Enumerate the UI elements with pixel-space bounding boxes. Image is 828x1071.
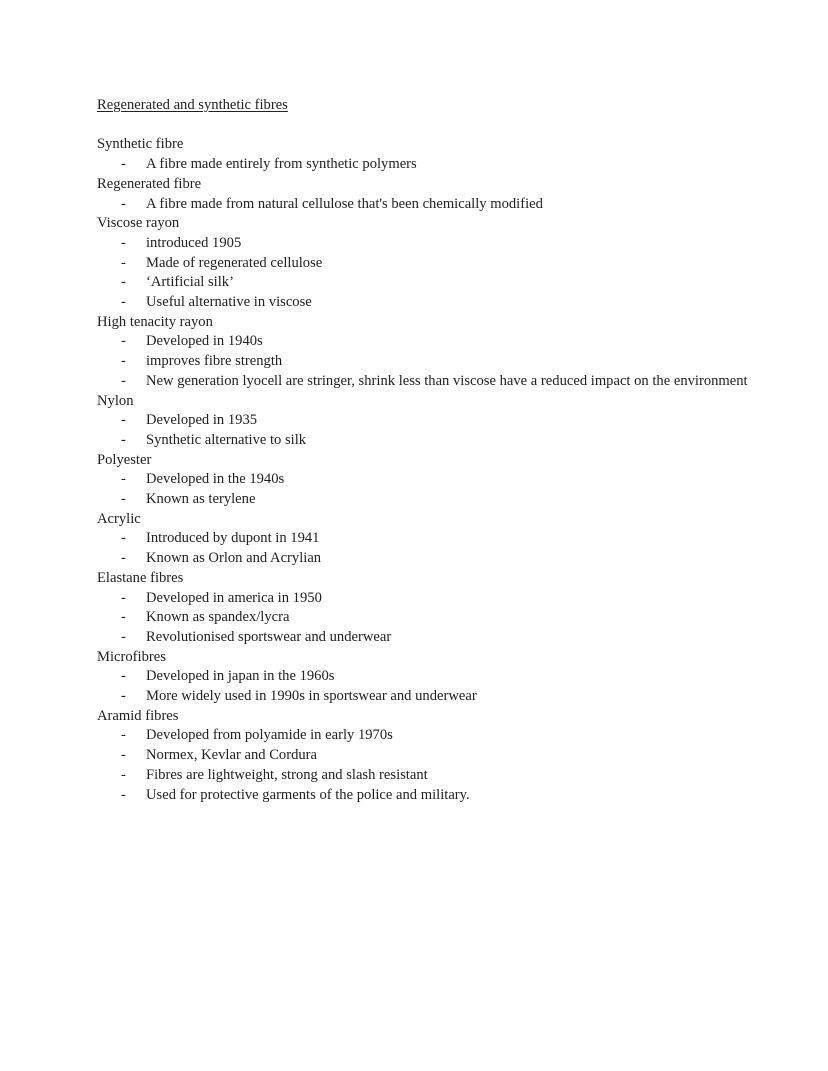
bullet-item xyxy=(97,608,757,628)
bullet-list xyxy=(97,726,757,805)
bullet-text: Known as Orlon and Acrylian xyxy=(146,550,322,567)
section-microfibres xyxy=(97,648,757,707)
bullet-list xyxy=(97,155,757,175)
bullet-item xyxy=(97,411,757,431)
section-synthetic-fibre xyxy=(97,135,757,174)
bullet-item xyxy=(97,332,757,352)
dash-bullet-icon: - xyxy=(121,234,126,251)
bullet-list xyxy=(97,195,757,215)
bullet-text: improves fibre strength xyxy=(146,353,283,370)
bullet-list xyxy=(97,234,757,313)
dash-bullet-icon: - xyxy=(121,530,126,547)
section-acrylic xyxy=(97,510,757,569)
bullet-item xyxy=(97,667,757,687)
dash-bullet-icon: - xyxy=(121,274,126,291)
dash-bullet-icon: - xyxy=(121,195,126,212)
bullet-item xyxy=(97,766,757,786)
bullet-text: A fibre made entirely from synthetic polymers xyxy=(146,156,417,173)
dash-bullet-icon: - xyxy=(121,747,126,764)
section-polyester xyxy=(97,451,757,510)
bullet-item xyxy=(97,234,757,254)
bullet-text: Made of regenerated cellulose xyxy=(146,254,323,271)
section-heading: Microfibres xyxy=(97,648,166,665)
bullet-item xyxy=(97,293,757,313)
dash-bullet-icon: - xyxy=(121,294,126,311)
section-heading: High tenacity rayon xyxy=(97,313,213,330)
bullet-text: More widely used in 1990s in sportswear and underwear xyxy=(146,688,477,705)
bullet-list xyxy=(97,470,757,509)
dash-bullet-icon: - xyxy=(121,372,126,389)
dash-bullet-icon: - xyxy=(121,550,126,567)
dash-bullet-icon: - xyxy=(121,412,126,429)
bullet-list xyxy=(97,411,757,450)
bullet-text: Normex, Kevlar and Cordura xyxy=(146,747,318,764)
bullet-item xyxy=(97,431,757,451)
dash-bullet-icon: - xyxy=(121,727,126,744)
dash-bullet-icon: - xyxy=(121,333,126,350)
bullet-text: Revolutionised sportswear and underwear xyxy=(146,628,392,645)
section-heading: Nylon xyxy=(97,392,134,409)
section-heading: Elastane fibres xyxy=(97,569,184,586)
section-heading: Polyester xyxy=(97,451,152,468)
section-heading: Aramid fibres xyxy=(97,707,179,724)
bullet-item xyxy=(97,254,757,274)
bullet-list xyxy=(97,332,757,391)
bullet-text: New generation lyocell are stringer, shrink less than viscose have a reduced impact on the environment xyxy=(146,372,748,389)
dash-bullet-icon: - xyxy=(121,766,126,783)
bullet-list xyxy=(97,667,757,706)
document-title: Regenerated and synthetic fibres xyxy=(97,97,288,113)
dash-bullet-icon: - xyxy=(121,589,126,606)
section-regenerated-fibre xyxy=(97,175,757,214)
bullet-item xyxy=(97,195,757,215)
bullet-text: Synthetic alternative to silk xyxy=(146,431,307,448)
bullet-item xyxy=(97,786,757,806)
bullet-item xyxy=(97,490,757,510)
section-heading: Acrylic xyxy=(97,510,141,527)
dash-bullet-icon: - xyxy=(121,431,126,448)
bullet-text: Developed in 1940s xyxy=(146,333,263,350)
bullet-item xyxy=(97,352,757,372)
bullet-text: Known as terylene xyxy=(146,491,256,508)
bullet-item xyxy=(97,589,757,609)
section-nylon xyxy=(97,392,757,451)
bullet-text: Developed from polyamide in early 1970s xyxy=(146,727,393,744)
bullet-item xyxy=(97,529,757,549)
section-high-tenacity-rayon xyxy=(97,313,757,392)
bullet-text: ‘Artificial silk’ xyxy=(146,274,234,291)
dash-bullet-icon: - xyxy=(121,471,126,488)
bullet-text: Introduced by dupont in 1941 xyxy=(146,530,320,547)
bullet-text: Known as spandex/lycra xyxy=(146,609,290,626)
section-elastane-fibres xyxy=(97,569,757,648)
bullet-item xyxy=(97,273,757,293)
bullet-item xyxy=(97,746,757,766)
section-aramid-fibres xyxy=(97,707,757,806)
bullet-item xyxy=(97,470,757,490)
bullet-text: Used for protective garments of the police and military. xyxy=(146,786,470,803)
bullet-text: Developed in 1935 xyxy=(146,412,258,429)
dash-bullet-icon: - xyxy=(121,668,126,685)
bullet-item xyxy=(97,628,757,648)
section-heading: Viscose rayon xyxy=(97,215,180,232)
dash-bullet-icon: - xyxy=(121,628,126,645)
dash-bullet-icon: - xyxy=(121,491,126,508)
dash-bullet-icon: - xyxy=(121,609,126,626)
bullet-text: Fibres are lightweight, strong and slash resistant xyxy=(146,766,428,783)
bullet-item xyxy=(97,155,757,175)
bullet-list xyxy=(97,529,757,568)
dash-bullet-icon: - xyxy=(121,688,126,705)
bullet-list xyxy=(97,589,757,648)
dash-bullet-icon: - xyxy=(121,254,126,271)
bullet-text: Developed in the 1940s xyxy=(146,471,285,488)
bullet-text: A fibre made from natural cellulose that's been chemically modified xyxy=(146,195,543,212)
document-page xyxy=(97,96,757,805)
dash-bullet-icon: - xyxy=(121,156,126,173)
section-viscose-rayon xyxy=(97,214,757,313)
bullet-item xyxy=(97,687,757,707)
dash-bullet-icon: - xyxy=(121,786,126,803)
section-heading: Synthetic fibre xyxy=(97,136,184,153)
section-heading: Regenerated fibre xyxy=(97,175,202,192)
bullet-item xyxy=(97,726,757,746)
bullet-text: Useful alternative in viscose xyxy=(146,294,312,311)
bullet-text: Developed in japan in the 1960s xyxy=(146,668,335,685)
bullet-item xyxy=(97,549,757,569)
dash-bullet-icon: - xyxy=(121,353,126,370)
bullet-item xyxy=(97,372,757,392)
bullet-text: introduced 1905 xyxy=(146,234,242,251)
bullet-text: Developed in america in 1950 xyxy=(146,589,322,606)
